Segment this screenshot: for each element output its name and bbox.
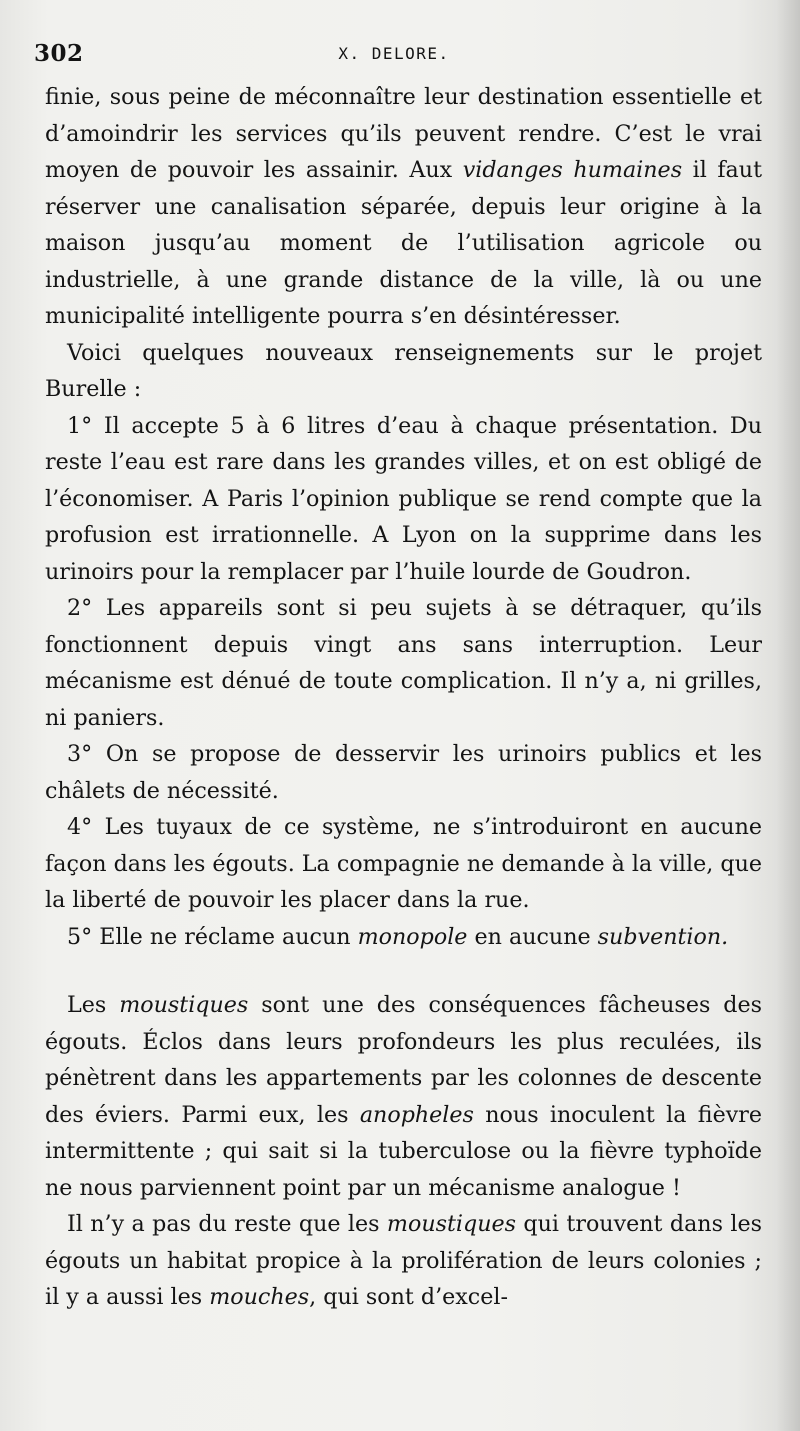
italic-text: vidanges humaines [462,157,683,183]
paragraph [45,408,762,591]
text-run: Les [67,992,120,1018]
text-run: nous inoculent la fièvre intermittente ; qui sait si la tuberculose ou la fièvre typhoïde ne nous parviennent point par un mécanisme analogue ! [45,1101,763,1201]
text-run: , qui sont d’excel- [309,1284,508,1310]
italic-text: moustiques [119,992,249,1018]
text-run: il faut réserver une canalisation séparée, depuis leur origine à la maison jusqu’au moment de l’utilisation agricole ou industrielle, à une grande distance de la ville, là ou une municipalité intelligente pourra s’en désintéresser. [45,157,762,329]
text-run: Il n’y a pas du reste que les [67,1211,387,1237]
binding-shadow [776,0,800,1431]
text-run: sont une des conséquences fâcheuses des égouts. Éclos dans leurs profondeurs les plus reculées, ils pénètrent dans les appartements par les colonnes de descente des éviers. Parmi eux, les [45,992,762,1128]
page-number: 302 [34,40,84,67]
paragraph [45,809,762,919]
text-run: finie, sous peine de méconnaître leur destination essentielle et d’amoindrir les services qu’ils peuvent rendre. C’est le vrai moyen de pouvoir les assainir. Aux [45,84,762,183]
italic-text: subvention. [597,923,729,950]
text-run: qui trouvent dans les égouts un habitat propice à la prolifération de leurs colonies ; il y a aussi les [45,1211,762,1310]
paragraph [45,736,762,809]
text-run: Voici quelques nouveaux renseignements sur le projet Burelle : [45,339,762,402]
paragraph [45,1206,762,1316]
italic-text: anopheles [359,1101,474,1128]
text-run: 2° Les appareils sont si peu sujets à se détraquer, qu’ils fonctionnent depuis vingt ans sans interruption. Leur mécanisme est dénué de toute complication. Il n’y a, ni grilles, ni paniers. [45,595,762,731]
page-header [34,40,754,70]
body-text [45,79,762,1316]
section-gap [45,955,762,987]
paragraph [45,919,762,956]
text-run: 5° Elle ne réclame aucun [67,923,358,950]
text-run: 1° Il accepte 5 à 6 litres d’eau à chaque présentation. Du reste l’eau est rare dans les grandes villes, et on est obligé de l’économiser. A Paris l’opinion publique se rend compte que la profusion est irrationnelle. A Lyon on la supprime dans les urinoirs pour la remplacer par l’huile lourde de Goudron. [45,412,762,585]
text-run: 3° On se propose de desservir les urinoirs publics et les châlets de nécessité. [45,741,762,804]
paragraph [45,590,762,736]
italic-text: moustiques [386,1211,517,1237]
paragraph [45,987,762,1206]
text-run: en aucune [467,923,598,950]
text-run: 4° Les tuyaux de ce système, ne s’introduiront en aucune façon dans les égouts. La compagnie ne demande à la ville, que la liberté de pouvoir les placer dans la rue. [45,814,762,913]
running-head: X. DELORE. [338,44,450,63]
italic-text: monopole [357,923,468,950]
paragraph [45,79,762,335]
italic-text: mouches [209,1284,310,1310]
paragraph [45,335,762,408]
